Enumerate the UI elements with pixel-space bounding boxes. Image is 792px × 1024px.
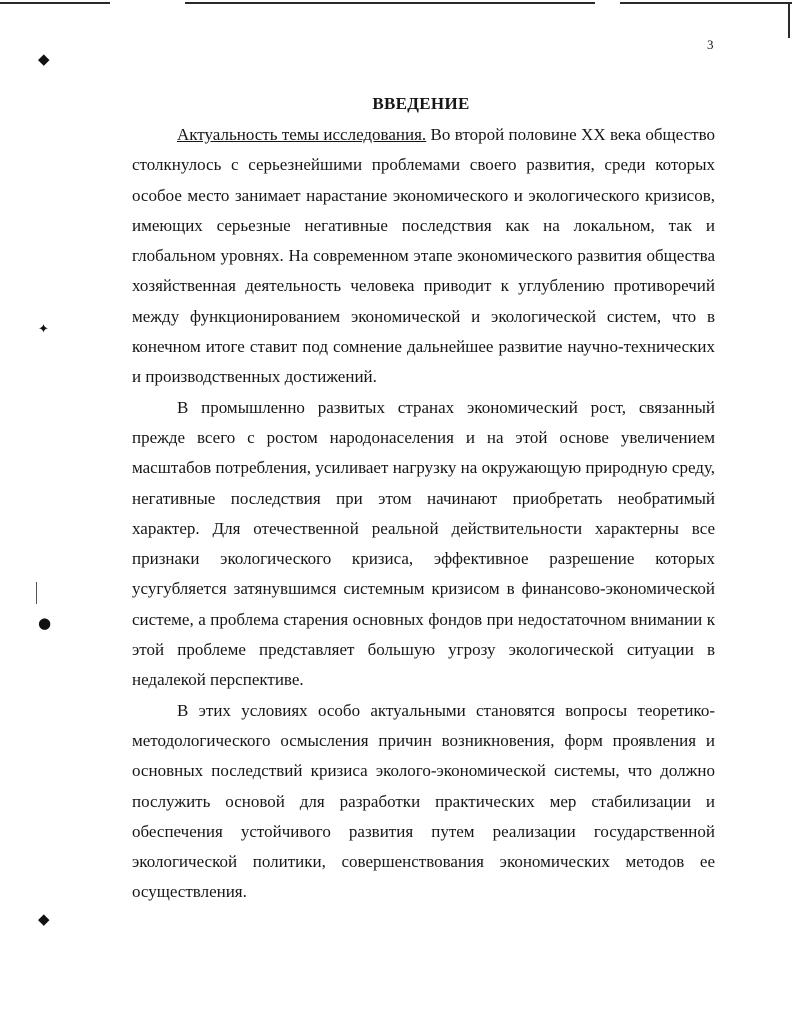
punch-hole-mark: ◆ — [38, 910, 50, 928]
punch-hole-mark: ● — [38, 614, 52, 632]
body-text — [132, 120, 715, 908]
paragraph: В промышленно развитых странах экономический рост, связанный прежде всего с ростом народонаселения и на этой основе увеличением масштабов потребления, усиливает нагрузку на окружающую природную среду, негативные последствия при этом начинают приобретать необратимый характер. Для отечественной реальной действительности характерны все признаки экологического кризиса, эффективное разрешение которых усугубляется затянувшимся системным кризисом в финансово-экономической системе, а проблема старения основных фондов при недостаточном внимании к этой проблеме представляет большую угрозу экологической ситуации в недалекой перспективе. — [132, 397, 715, 690]
paragraph — [132, 120, 715, 393]
scan-border-top — [0, 2, 110, 4]
scan-artifact-line — [36, 582, 37, 604]
scan-border-top — [185, 2, 595, 4]
page-number: 3 — [707, 37, 714, 52]
paragraph-lead: Актуальность темы исследования. — [177, 125, 427, 144]
paragraph: В этих условиях особо актуальными становятся вопросы теоретико-методологического осмысления причин возникновения, форм проявления и основных последствий кризиса эколого-экономической системы, что должно послужить основой для разработки практических мер стабилизации и обеспечения устойчивого развития путем реализации государственной экологической политики, совершенствования экономических методов ее осуществления. — [132, 700, 715, 902]
paragraph-text: Во второй половине XX века общество столкнулось с серьезнейшими проблемами своего развития, среди которых особое место занимает нарастание экономического и экологического кризисов, имеющих серьезные негативные последствия как на локальном, так и глобальном уровнях. На современном этапе экономического развития общества хозяйственная деятельность человека приводит к углублению противоречий между функционированием экономической и экологической систем, что в конечном итоге ставит под сомнение дальнейшее развитие научно-технических и производственных достижений. — [132, 125, 715, 387]
scan-border-right — [788, 2, 790, 38]
punch-hole-mark: ✦ — [38, 322, 49, 337]
scan-border-top — [620, 2, 792, 4]
punch-hole-mark: ◆ — [38, 50, 50, 68]
page-title: ВВЕДЕНИЕ — [372, 94, 470, 113]
